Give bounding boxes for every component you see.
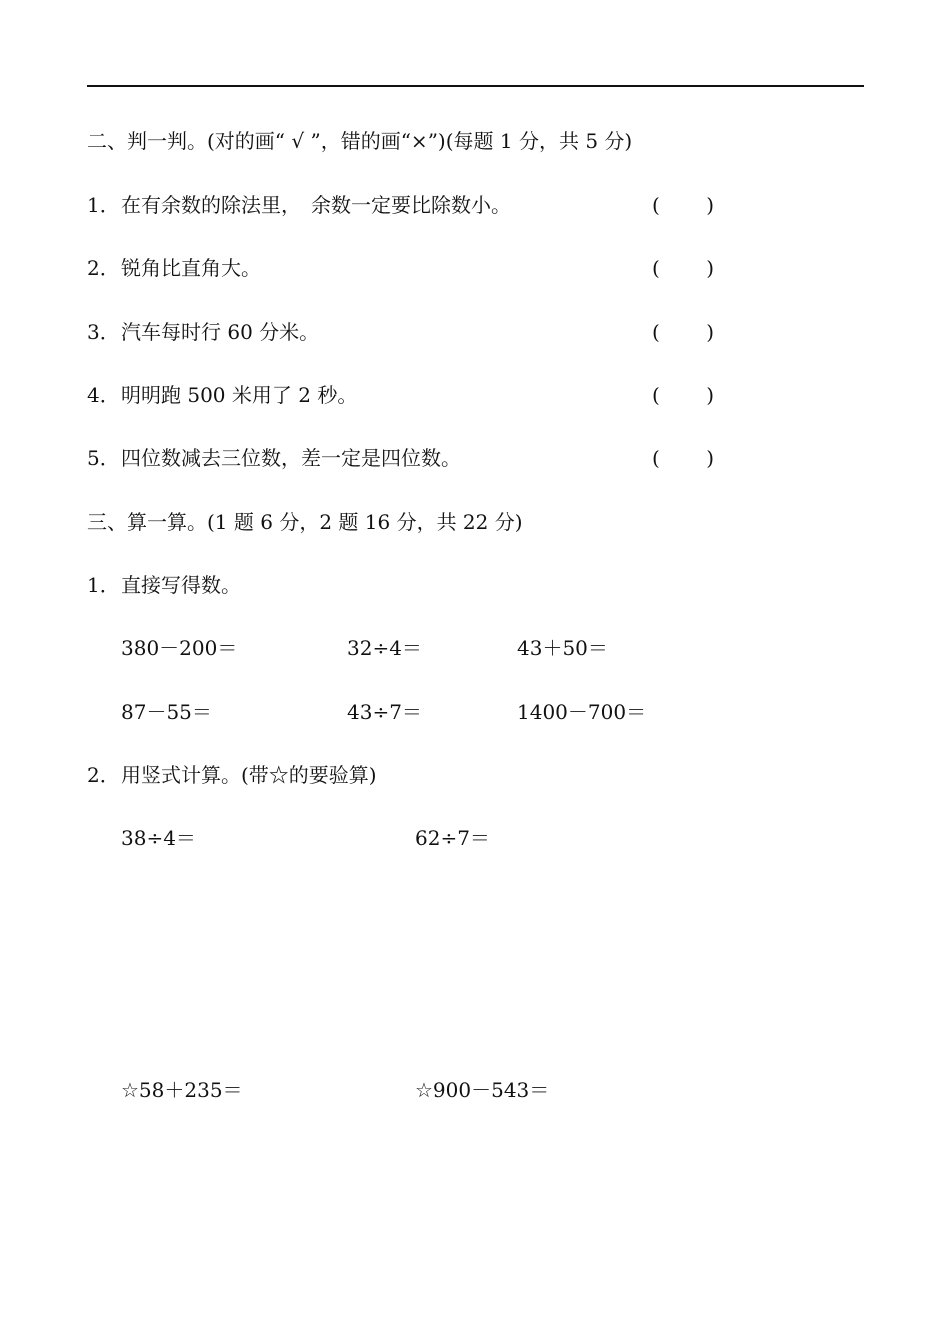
answer-blank-5[interactable] [652, 446, 714, 470]
paren-open: ( [652, 256, 660, 280]
answer-blank-4[interactable] [652, 383, 714, 407]
mental-calc: 32÷4＝ [347, 636, 422, 660]
judge-item-2 [87, 256, 261, 280]
paren-open: ( [652, 320, 660, 344]
paren-close: ) [706, 193, 714, 217]
item-number: 2． [87, 763, 120, 787]
item-text: 直接写得数。 [121, 573, 241, 597]
judge-item-1 [87, 193, 511, 217]
item-number: 2． [87, 256, 120, 280]
vertical-calc: 38÷4＝ [121, 826, 196, 850]
item-text: 汽车每时行 60 分米。 [121, 320, 320, 344]
vertical-calc-check: ☆900－543＝ [415, 1078, 550, 1102]
section-2-title: 二、判一判。(对的画“ √ ”，错的画“×”)(每题 1 分，共 5 分) [87, 129, 633, 153]
calc-question-2 [87, 763, 377, 787]
mental-calc: 43＋50＝ [517, 636, 608, 660]
section-3-title: 三、算一算。(1 题 6 分，2 题 16 分，共 22 分) [87, 510, 523, 534]
item-text: 明明跑 500 米用了 2 秒。 [121, 383, 358, 407]
item-text: 四位数减去三位数，差一定是四位数。 [121, 446, 461, 470]
paren-close: ) [706, 383, 714, 407]
calc-question-1 [87, 573, 241, 597]
judge-item-5 [87, 446, 461, 470]
item-text: 锐角比直角大。 [121, 256, 261, 280]
paren-close: ) [706, 446, 714, 470]
paren-close: ) [706, 320, 714, 344]
judge-item-3 [87, 320, 319, 344]
paren-open: ( [652, 383, 660, 407]
item-number: 5． [87, 446, 120, 470]
mental-calc: 43÷7＝ [347, 700, 422, 724]
item-number: 4． [87, 383, 120, 407]
item-number: 3． [87, 320, 120, 344]
item-number: 1． [87, 193, 120, 217]
mental-calc: 380－200＝ [121, 636, 238, 660]
paren-close: ) [706, 256, 714, 280]
vertical-calc: 62÷7＝ [415, 826, 490, 850]
item-number: 1． [87, 573, 120, 597]
mental-calc: 1400－700＝ [517, 700, 647, 724]
item-text: 用竖式计算。(带☆的要验算) [121, 763, 377, 787]
item-text: 在有余数的除法里， 余数一定要比除数小。 [121, 193, 511, 217]
header-rule [87, 85, 864, 87]
mental-calc: 87－55＝ [121, 700, 212, 724]
answer-blank-1[interactable] [652, 193, 714, 217]
answer-blank-2[interactable] [652, 256, 714, 280]
paren-open: ( [652, 446, 660, 470]
paren-open: ( [652, 193, 660, 217]
judge-item-4 [87, 383, 357, 407]
vertical-calc-check: ☆58＋235＝ [121, 1078, 243, 1102]
answer-blank-3[interactable] [652, 320, 714, 344]
